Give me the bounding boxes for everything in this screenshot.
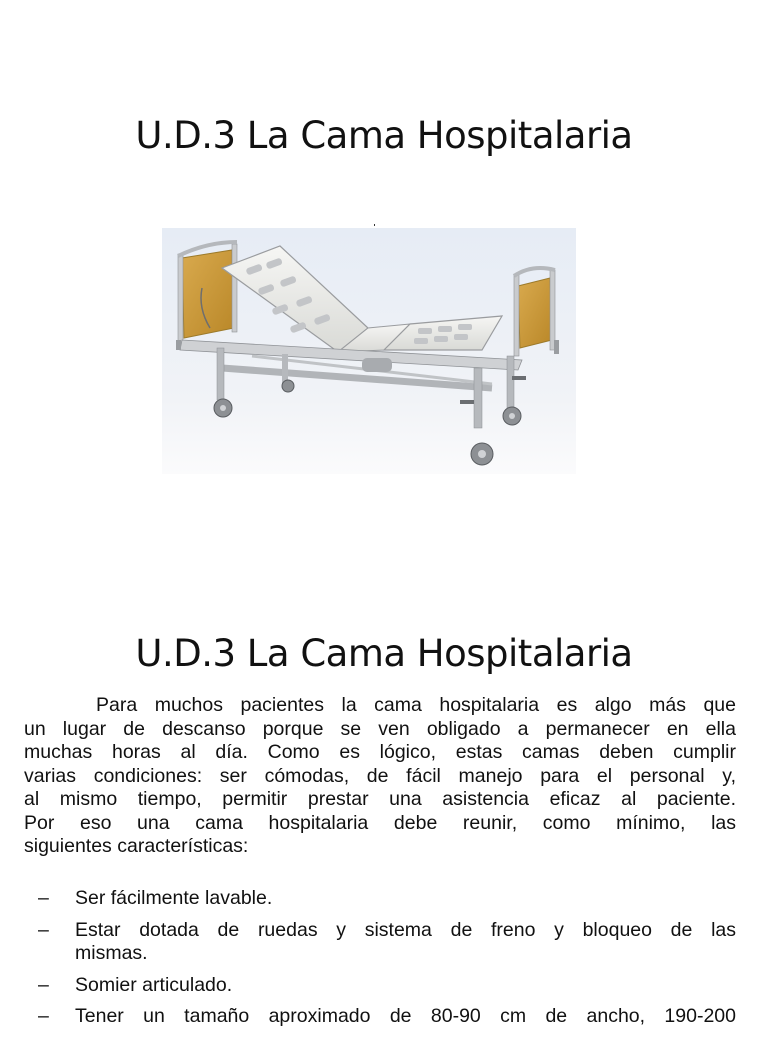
list-item [24, 974, 736, 998]
slide-title: U.D.3 La Cama Hospitalaria [135, 632, 633, 675]
paragraph-line: Por eso una cama hospitalaria debe reunir, como mínimo, las [24, 811, 736, 834]
list-item [24, 887, 736, 911]
list-item-text: Somier articulado. [75, 973, 233, 996]
list-item [24, 1005, 736, 1029]
paragraph-line: un lugar de descanso porque se ven obligado a permanecer en ella [24, 717, 736, 740]
paragraph-line: varias condiciones: ser cómodas, de fácil manejo para el personal y, [24, 764, 736, 787]
paragraph-line: al mismo tiempo, permitir prestar una asistencia eficaz al paciente. [24, 788, 736, 810]
dash-bullet: – [38, 887, 49, 909]
list-item-text: Estar dotada de ruedas y sistema de freno y bloqueo de las [75, 918, 736, 941]
paragraph-line: siguientes características: [24, 835, 249, 857]
list-item-text: mismas. [75, 942, 148, 964]
characteristics-list [24, 887, 736, 1037]
dash-bullet: – [38, 1005, 49, 1027]
hospital-bed-image [162, 228, 576, 474]
slide-title: U.D.3 La Cama Hospitalaria [135, 114, 633, 157]
list-item [24, 919, 736, 966]
paragraph-line: muchas horas al día. Como es lógico, estas camas deben cumplir [24, 741, 736, 763]
intro-paragraph [24, 694, 736, 859]
paragraph-line: Para muchos pacientes la cama hospitalaria es algo más que [96, 694, 736, 716]
list-item-text: Ser fácilmente lavable. [75, 887, 273, 909]
dash-bullet: – [38, 918, 49, 941]
dash-bullet: – [38, 973, 49, 996]
decorative-dot [374, 224, 375, 226]
list-item-text: Tener un tamaño aproximado de 80-90 cm de ancho, 190-200 [75, 1005, 736, 1027]
